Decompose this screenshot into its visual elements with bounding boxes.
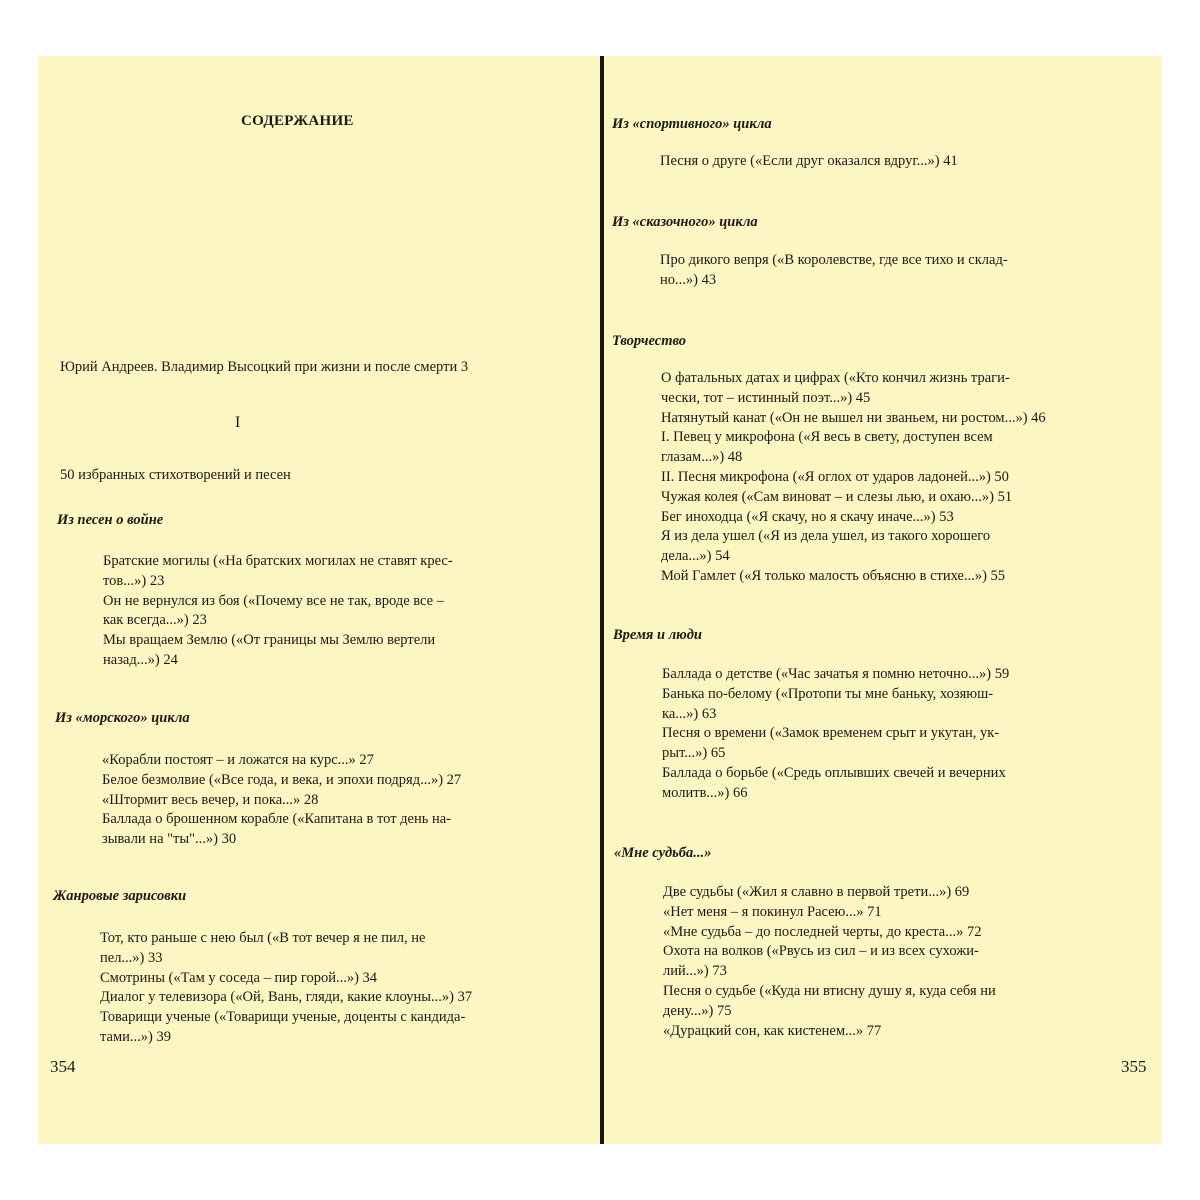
toc-entry-line: «Дурацкий сон, как кистенем...» 77 — [663, 1022, 882, 1039]
toc-entry-line: «Мне судьба – до последней черты, до креста...» 72 — [663, 923, 982, 940]
toc-entry-line: чески, тот – истинный поэт...») 45 — [661, 389, 871, 406]
toc-entry — [661, 488, 1046, 508]
toc-entry — [663, 883, 996, 903]
toc-entry — [102, 791, 461, 811]
section-entries — [661, 369, 1046, 587]
section-title: Время и люди — [613, 627, 702, 643]
toc-entry — [661, 508, 1046, 528]
section-entries — [103, 552, 453, 671]
toc-entry — [662, 665, 1009, 685]
toc-entry-line: Товарищи ученые («Товарищи ученые, доценты с кандида- — [100, 1009, 466, 1026]
toc-entry-line: Я из дела ушел («Я из дела ушел, из такого хорошего — [661, 528, 991, 545]
toc-entry-line: дену...») 75 — [663, 1002, 732, 1019]
toc-entry — [102, 810, 461, 850]
toc-entry-line: дела...») 54 — [661, 548, 730, 565]
toc-entry-line: «Корабли постоят – и ложатся на курс...» 27 — [102, 752, 374, 768]
toc-entry — [100, 1008, 472, 1048]
section-entries — [660, 251, 1008, 291]
toc-entry-line: Про дикого вепря («В королевстве, где все тихо и склад- — [660, 252, 1008, 268]
toc-entry-line: глазам...») 48 — [661, 449, 743, 466]
toc-entry-line: молитв...») 66 — [662, 784, 748, 801]
toc-entry-line: О фатальных датах и цифрах («Кто кончил жизнь траги- — [661, 370, 1010, 386]
toc-entry-line: но...») 43 — [660, 271, 717, 288]
toc-entry-line: Баллада о детстве («Час зачатья я помню неточно...») 59 — [662, 666, 1010, 682]
toc-entry-line: пел...») 33 — [100, 949, 163, 966]
section-title: Из песен о войне — [57, 512, 164, 528]
toc-entry — [661, 369, 1046, 409]
toc-entry-line: Охота на волков («Рвусь из сил – и из всех сухожи- — [663, 943, 979, 960]
toc-entry — [102, 751, 461, 771]
toc-entry-line: Диалог у телевизора («Ой, Вань, гляди, какие клоуны...») 37 — [100, 989, 473, 1006]
toc-entry-line: Белое безмолвие («Все года, и века, и эпохи подряд...») 27 — [102, 771, 462, 788]
toc-entry-line: зывали на "ты"...») 30 — [102, 831, 237, 848]
contents-heading: СОДЕРЖАНИЕ — [241, 113, 354, 129]
toc-entry-line: назад...») 24 — [103, 651, 178, 668]
toc-entry — [663, 1022, 996, 1042]
toc-entry — [103, 631, 453, 671]
toc-entry-line: Банька по-белому («Протопи ты мне баньку, хозяюш- — [662, 685, 994, 702]
book-spine — [600, 56, 604, 1144]
part-title: 50 избранных стихотворений и песен — [60, 467, 291, 483]
toc-entry-line: рыт...») 65 — [662, 745, 726, 762]
section-entries — [663, 883, 996, 1041]
page-number-right: 355 — [1121, 1057, 1147, 1076]
toc-entry — [663, 982, 996, 1022]
toc-entry-line: Песня о друге («Если друг оказался вдруг...») 41 — [660, 153, 958, 169]
toc-entry — [662, 724, 1009, 764]
toc-entry-line: Тот, кто раньше с нею был («В тот вечер я не пил, не — [100, 930, 426, 946]
part-numeral: I — [235, 414, 241, 431]
section-entries — [100, 929, 472, 1048]
toc-entry — [100, 988, 472, 1008]
toc-entry-line: Две судьбы («Жил я славно в первой трети...») 69 — [663, 884, 970, 900]
section-title: Из «спортивного» цикла — [612, 116, 772, 132]
toc-entry-line: Баллада о борьбе («Средь оплывших свечей и вечерних — [662, 764, 1006, 781]
toc-entry-line: I. Певец у микрофона («Я весь в свету, доступен всем — [661, 429, 993, 446]
toc-entry-line: ка...») 63 — [662, 705, 717, 722]
section-title: Жанровые зарисовки — [53, 888, 187, 904]
toc-entry-line: II. Песня микрофона («Я оглох от ударов ладоней...») 50 — [661, 468, 1009, 485]
intro-entry: Юрий Андреев. Владимир Высоцкий при жизни и после смерти 3 — [60, 359, 469, 375]
page-number-left: 354 — [50, 1057, 76, 1076]
toc-entry — [100, 929, 472, 969]
section-entries — [662, 665, 1009, 804]
toc-entry-line: «Нет меня – я покинул Расею...» 71 — [663, 903, 882, 920]
toc-entry — [102, 771, 461, 791]
toc-entry-line: Мы вращаем Землю («От границы мы Землю вертели — [103, 632, 436, 649]
toc-entry — [660, 152, 958, 172]
toc-entry-line: Он не вернулся из боя («Почему все не так, вроде все – — [103, 592, 444, 609]
toc-entry-line: тами...») 39 — [100, 1028, 171, 1045]
section-entries — [660, 152, 958, 172]
toc-entry-line: Братские могилы («На братских могилах не ставят крес- — [103, 553, 453, 569]
toc-entry-line: Чужая колея («Сам виноват – и слезы лью, и охаю...») 51 — [661, 488, 1013, 505]
toc-entry-line: Бег иноходца («Я скачу, но я скачу иначе...») 53 — [661, 508, 954, 525]
toc-entry-line: тов...») 23 — [103, 572, 165, 589]
toc-entry — [663, 903, 996, 923]
toc-entry — [100, 969, 472, 989]
toc-entry — [661, 428, 1046, 468]
toc-entry-line: Песня о судьбе («Куда ни втисну душу я, куда себя ни — [663, 982, 996, 999]
section-entries — [102, 751, 461, 850]
toc-entry-line: «Штормит весь вечер, и пока...» 28 — [102, 791, 319, 808]
section-title: Из «морского» цикла — [55, 710, 190, 726]
toc-entry — [660, 251, 1008, 291]
section-title: Из «сказочного» цикла — [612, 214, 758, 230]
toc-entry-line: как всегда...») 23 — [103, 612, 207, 629]
toc-entry — [661, 468, 1046, 488]
section-title: Творчество — [612, 333, 687, 349]
toc-entry — [661, 567, 1046, 587]
toc-entry — [661, 409, 1046, 429]
toc-entry — [663, 923, 996, 943]
toc-entry-line: Мой Гамлет («Я только малость объясню в стихе...») 55 — [661, 567, 1006, 584]
toc-entry — [663, 942, 996, 982]
toc-entry — [103, 592, 453, 632]
toc-entry-line: Смотрины («Там у соседа – пир горой...») 34 — [100, 969, 378, 986]
toc-entry-line: Натянутый канат («Он не вышел ни званьем, ни ростом...») 46 — [661, 409, 1046, 426]
toc-entry-line: Песня о времени («Замок временем срыт и укутан, ук- — [662, 725, 1000, 742]
toc-entry — [661, 527, 1046, 567]
toc-entry-line: Баллада о брошенном корабле («Капитана в тот день на- — [102, 811, 452, 828]
toc-entry — [662, 764, 1009, 804]
toc-entry — [103, 552, 453, 592]
section-title: «Мне судьба...» — [614, 845, 712, 861]
toc-entry-line: лий...») 73 — [663, 963, 727, 980]
toc-entry — [662, 685, 1009, 725]
